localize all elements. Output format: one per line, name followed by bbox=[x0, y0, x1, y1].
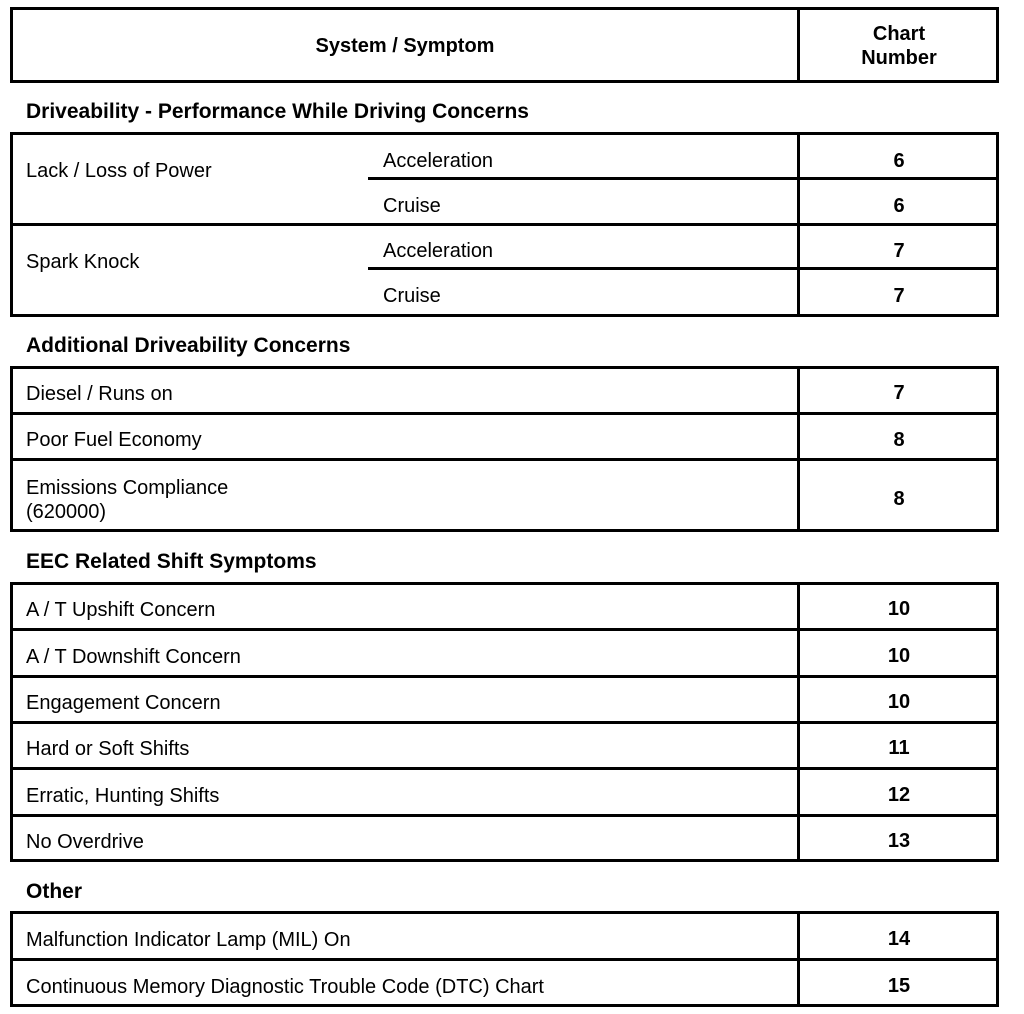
spark-cruise-label: Cruise bbox=[383, 285, 441, 307]
fuel-economy-label: Poor Fuel Economy bbox=[26, 429, 202, 451]
upshift-label: A / T Upshift Concern bbox=[26, 599, 216, 621]
lack-loss-label: Lack / Loss of Power bbox=[26, 160, 212, 182]
spark-sub-divider bbox=[368, 267, 999, 270]
shift-row-divider-3 bbox=[10, 721, 999, 724]
other-row-divider bbox=[10, 958, 999, 961]
spark-acceleration-chart: 7 bbox=[893, 240, 905, 262]
section-title-driveability: Driveability - Performance While Driving Concerns bbox=[26, 100, 529, 123]
additional-row-divider-2 bbox=[10, 458, 999, 461]
spark-acceleration-label: Acceleration bbox=[383, 240, 494, 262]
mil-chart: 14 bbox=[887, 928, 911, 950]
section-title-shift: EEC Related Shift Symptoms bbox=[26, 550, 317, 573]
shift-row-divider-4 bbox=[10, 767, 999, 770]
dtc-label: Continuous Memory Diagnostic Trouble Code (DTC) Chart bbox=[26, 976, 544, 998]
emissions-line1: Emissions Compliance bbox=[26, 477, 229, 499]
no-overdrive-label: No Overdrive bbox=[26, 831, 144, 853]
additional-row-divider-1 bbox=[10, 412, 999, 415]
downshift-chart: 10 bbox=[887, 645, 911, 667]
diesel-chart: 7 bbox=[893, 382, 905, 404]
header-chart-number bbox=[801, 22, 997, 70]
lack-acceleration-chart: 6 bbox=[893, 150, 905, 172]
mil-label: Malfunction Indicator Lamp (MIL) On bbox=[26, 929, 351, 951]
emissions-label bbox=[26, 476, 228, 524]
driveability-group-divider bbox=[10, 223, 999, 226]
emissions-line2: (620000) bbox=[26, 501, 107, 523]
fuel-economy-chart: 8 bbox=[893, 429, 905, 451]
section-title-additional: Additional Driveability Concerns bbox=[26, 334, 351, 357]
erratic-label: Erratic, Hunting Shifts bbox=[26, 785, 220, 807]
hard-soft-label: Hard or Soft Shifts bbox=[26, 738, 190, 760]
dtc-chart: 15 bbox=[887, 975, 911, 997]
lack-sub-divider bbox=[368, 177, 999, 180]
header-system-symptom: System / Symptom bbox=[315, 35, 495, 57]
downshift-label: A / T Downshift Concern bbox=[26, 646, 241, 668]
spark-knock-label: Spark Knock bbox=[26, 251, 140, 273]
diesel-label: Diesel / Runs on bbox=[26, 383, 173, 405]
header-chart-line1: Chart bbox=[872, 23, 926, 45]
no-overdrive-chart: 13 bbox=[887, 830, 911, 852]
engagement-chart: 10 bbox=[887, 691, 911, 713]
lack-cruise-label: Cruise bbox=[383, 195, 441, 217]
hard-soft-chart: 11 bbox=[888, 737, 910, 759]
shift-row-divider-2 bbox=[10, 675, 999, 678]
upshift-chart: 10 bbox=[887, 598, 911, 620]
section-title-other: Other bbox=[26, 880, 83, 903]
header-chart-line2: Number bbox=[861, 47, 937, 69]
shift-row-divider-1 bbox=[10, 628, 999, 631]
shift-row-divider-5 bbox=[10, 814, 999, 817]
lack-cruise-chart: 6 bbox=[893, 195, 905, 217]
spark-cruise-chart: 7 bbox=[893, 285, 905, 307]
emissions-chart: 8 bbox=[893, 488, 905, 510]
erratic-chart: 12 bbox=[887, 784, 911, 806]
lack-acceleration-label: Acceleration bbox=[383, 150, 494, 172]
engagement-label: Engagement Concern bbox=[26, 692, 221, 714]
additional-divider bbox=[797, 366, 800, 532]
